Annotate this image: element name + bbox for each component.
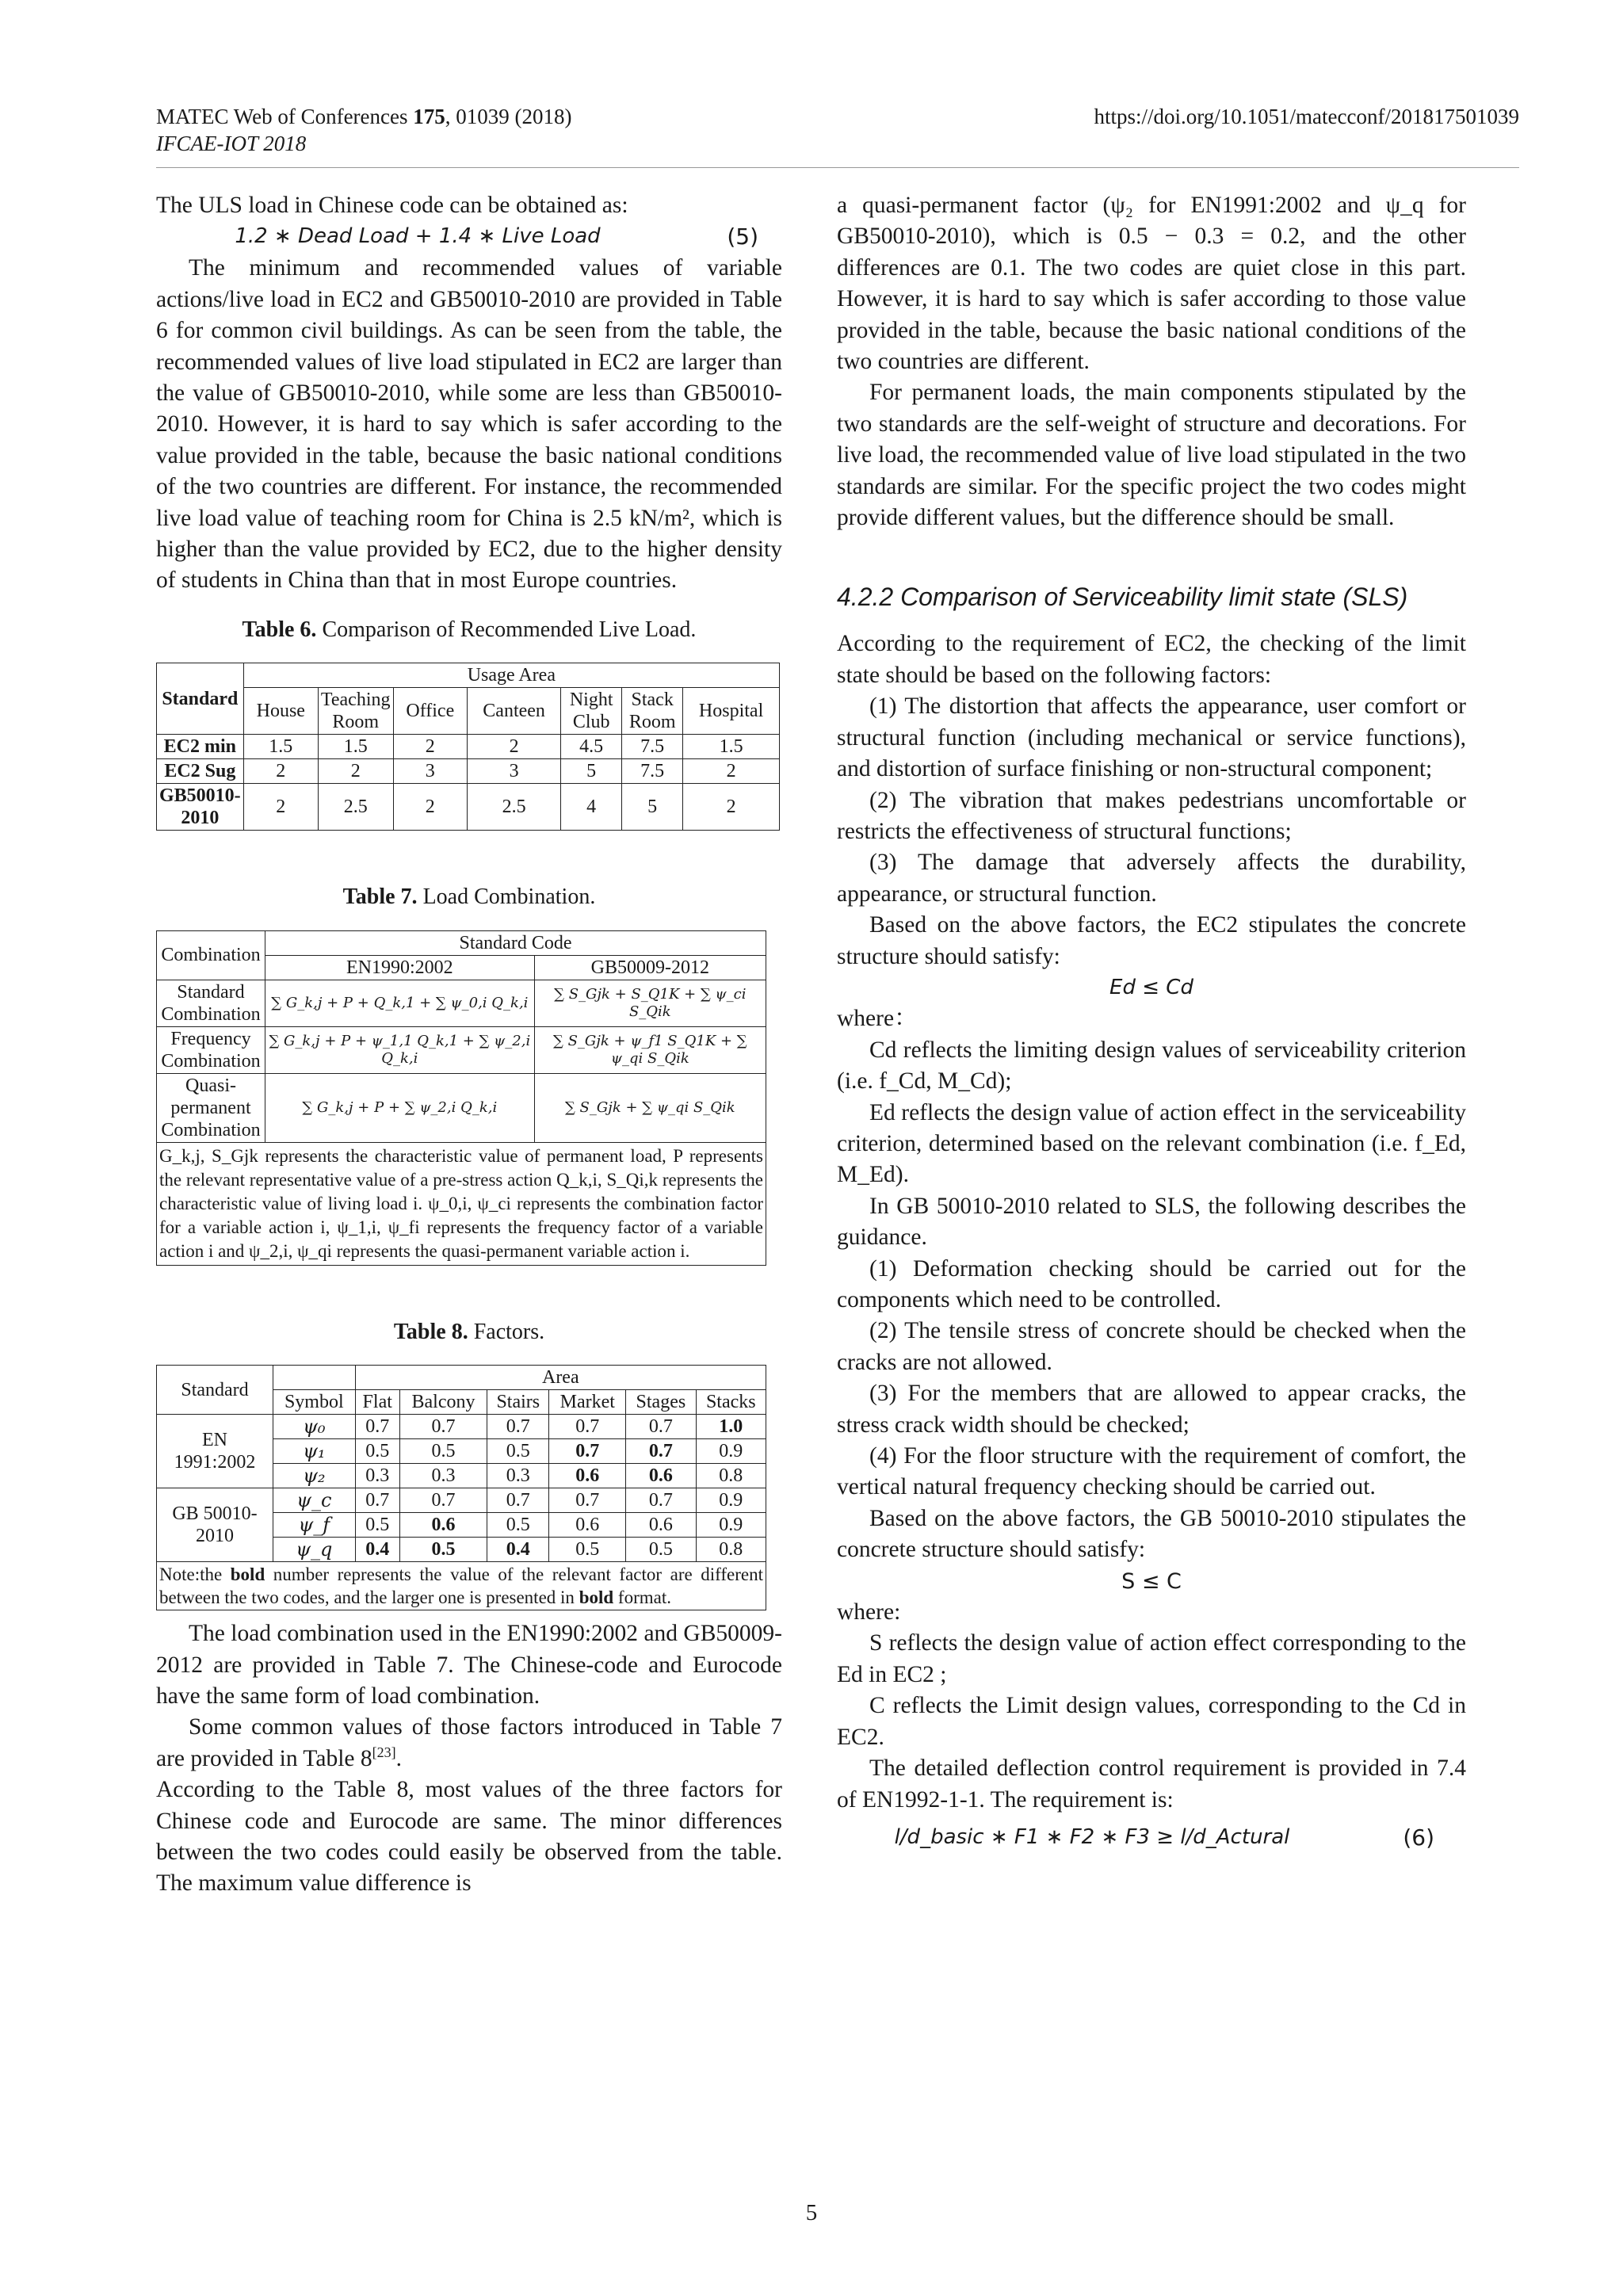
paragraph: Cd reflects the limiting design values of serviceability criterion (i.e. f_Cd, M_Cd); bbox=[837, 1037, 1466, 1095]
table-cell: 0.3 bbox=[355, 1464, 399, 1488]
table-header: Standard bbox=[157, 1366, 273, 1415]
table7-caption: Table 7. Load Combination. bbox=[342, 884, 596, 910]
table-cell: 0.5 bbox=[549, 1538, 626, 1562]
table-cell: 2 bbox=[393, 735, 468, 759]
column-header: Stairs bbox=[487, 1390, 549, 1415]
formula-cell: ∑ G_k,j + P + ∑ ψ_2,i Q_k,i bbox=[265, 1073, 535, 1142]
column-header: Balcony bbox=[399, 1390, 487, 1415]
paragraph: According to the Table 8, most values of the three factors for Chinese code and Eurocode are same. The minor differences between the two codes could easily be observed from the table. The maximum value difference is bbox=[156, 1777, 782, 1897]
table8 bbox=[156, 1365, 766, 1610]
table-cell: 0.7 bbox=[487, 1415, 549, 1439]
table-cell: 0.7 bbox=[626, 1488, 696, 1513]
table-cell: 4.5 bbox=[561, 735, 622, 759]
equation-ed-cd: Ed ≤ Cd bbox=[1109, 975, 1193, 999]
formula-cell: ∑ G_k,j + P + ψ_1,1 Q_k,1 + ∑ ψ_2,i Q_k,i bbox=[265, 1026, 535, 1073]
list-item: (3) For the members that are allowed to appear cracks, the stress crack width should be checked; bbox=[837, 1381, 1466, 1438]
table-cell: 0.7 bbox=[549, 1415, 626, 1439]
table-row bbox=[157, 735, 780, 759]
table-cell: 1.0 bbox=[696, 1415, 766, 1439]
column-header: House bbox=[243, 688, 318, 735]
table-cell: 0.9 bbox=[696, 1513, 766, 1538]
table-cell: 5 bbox=[561, 759, 622, 784]
equation-s-c: S ≤ C bbox=[1121, 1568, 1182, 1594]
table-cell: 0.6 bbox=[549, 1513, 626, 1538]
row-header: EC2 min bbox=[157, 735, 244, 759]
table-cell: 2.5 bbox=[318, 784, 393, 831]
header-divider bbox=[156, 167, 1519, 168]
table-row bbox=[157, 1073, 766, 1142]
right-column bbox=[837, 190, 1466, 1870]
paragraph: C reflects the Limit design values, corresponding to the Cd in EC2. bbox=[837, 1693, 1466, 1750]
table-cell: 0.7 bbox=[626, 1415, 696, 1439]
column-header: Hospital bbox=[683, 688, 780, 735]
column-header: Canteen bbox=[468, 688, 561, 735]
list-item: (1) Deformation checking should be carried out for the components which need to be controlled. bbox=[837, 1255, 1466, 1312]
table-cell: 0.6 bbox=[399, 1513, 487, 1538]
table-cell: 7.5 bbox=[622, 735, 683, 759]
table-cell: 2.5 bbox=[468, 784, 561, 831]
table7-note: G_k,j, S_Gjk represents the characteristic value of permanent load, P represents the relevant representative value of a pre-stress action Q_k,i, S_Qi,k represents the characteristic value of living load i. ψ_0,i, ψ_ci represents the combination factor for a variable action i, ψ_1,i, ψ_fi represents the frequency factor of a variable action i and ψ_2,i, ψ_qi represents the quasi-permanent variable action i. bbox=[157, 1142, 766, 1265]
table-cell: 0.7 bbox=[355, 1488, 399, 1513]
table-header bbox=[273, 1366, 356, 1390]
table-cell: 0.6 bbox=[626, 1513, 696, 1538]
row-header: Frequency Combination bbox=[157, 1026, 265, 1073]
row-header: Standard Combination bbox=[157, 980, 265, 1026]
paragraph: The ULS load in Chinese code can be obtained as: bbox=[156, 193, 628, 218]
table-header: Usage Area bbox=[243, 663, 779, 688]
equation-body: 1.2 ∗ Dead Load + 1.4 ∗ Live Load bbox=[235, 224, 601, 249]
list-item: (2) The vibration that makes pedestrians uncomfortable or restricts the effectiveness of structural functions; bbox=[837, 787, 1466, 844]
row-header: EN 1991:2002 bbox=[157, 1415, 273, 1488]
column-header: Symbol bbox=[273, 1390, 356, 1415]
paragraph: S reflects the design value of action effect corresponding to the Ed in EC2 ; bbox=[837, 1630, 1466, 1687]
table-cell: 0.4 bbox=[487, 1538, 549, 1562]
column-header: Stages bbox=[626, 1390, 696, 1415]
equation-5 bbox=[156, 221, 782, 253]
column-header: Market bbox=[549, 1390, 626, 1415]
table-cell: 2 bbox=[683, 759, 780, 784]
list-item: (2) The tensile stress of concrete should be checked when the cracks are not allowed. bbox=[837, 1318, 1466, 1375]
table-row bbox=[157, 784, 780, 831]
table-cell: 1.5 bbox=[318, 735, 393, 759]
paragraph: Based on the above factors, the EC2 stipulates the concrete structure should satisfy: bbox=[837, 912, 1466, 969]
formula-cell: ∑ S_Gjk + ∑ ψ_qi S_Qik bbox=[534, 1073, 766, 1142]
table-cell: 0.7 bbox=[399, 1488, 487, 1513]
column-header: GB50009-2012 bbox=[534, 955, 766, 980]
table-cell: 1.5 bbox=[683, 735, 780, 759]
table-cell: 0.8 bbox=[696, 1464, 766, 1488]
table-cell: 3 bbox=[468, 759, 561, 784]
table-row bbox=[157, 1415, 766, 1439]
table-cell: 0.3 bbox=[399, 1464, 487, 1488]
table-cell: 2 bbox=[393, 784, 468, 831]
formula-cell: ∑ S_Gjk + S_Q1K + ∑ ψ_ci S_Qik bbox=[534, 980, 766, 1026]
table-cell: 2 bbox=[318, 759, 393, 784]
table-cell: 0.5 bbox=[487, 1513, 549, 1538]
page-number: 5 bbox=[805, 2200, 818, 2225]
table-cell: 2 bbox=[243, 759, 318, 784]
equation-number: (6) bbox=[1403, 1824, 1434, 1851]
table-cell: 0.9 bbox=[696, 1439, 766, 1464]
table-cell: 0.9 bbox=[696, 1488, 766, 1513]
paragraph: where: bbox=[837, 1599, 901, 1626]
table-cell: 0.7 bbox=[399, 1415, 487, 1439]
table-cell: 0.3 bbox=[487, 1464, 549, 1488]
equation-number: (5) bbox=[727, 223, 758, 250]
journal-line: MATEC Web of Conferences 175, 01039 (2018) bbox=[156, 105, 572, 128]
table-header: Standard Code bbox=[265, 930, 766, 955]
section-heading: 4.2.2 Comparison of Serviceability limit state (SLS) bbox=[837, 583, 1408, 612]
symbol-cell: ψ₀ bbox=[273, 1415, 356, 1439]
table-header: Combination bbox=[157, 930, 265, 980]
table-cell: 0.5 bbox=[355, 1439, 399, 1464]
table-cell: 0.7 bbox=[549, 1439, 626, 1464]
table-cell: 0.7 bbox=[487, 1488, 549, 1513]
table-header: Area bbox=[355, 1366, 766, 1390]
symbol-cell: ψ₁ bbox=[273, 1439, 356, 1464]
symbol-cell: ψ₂ bbox=[273, 1464, 356, 1488]
table-cell: 5 bbox=[622, 784, 683, 831]
formula-cell: ∑ S_Gjk + ψ_f1 S_Q1K + ∑ ψ_qi S_Qik bbox=[534, 1026, 766, 1073]
table-cell: 0.6 bbox=[626, 1464, 696, 1488]
row-header: Quasi-permanent Combination bbox=[157, 1073, 265, 1142]
paragraph: The minimum and recommended values of variable actions/live load in EC2 and GB50010-2010 are provided in Table 6 for common civil buildings. As can be seen from the table, the recommended values of live load stipulated in EC2 are larger than the value of GB50010-2010, while some are less than GB50010-2010. However, it is hard to say which is safer according to the value provided in the table, because the basic national conditions of the two countries are different. For instance, the recommended live load value of teaching room for China is 2.5 kN/m², which is higher than the value provided by EC2, due to the higher density of students in China than that in most Europe countries. bbox=[156, 255, 782, 594]
table-cell: 0.7 bbox=[626, 1439, 696, 1464]
paragraph: For permanent loads, the main components stipulated by the two standards are the self-weight of structure and decorations. For live load, the recommended value of live load stipulated in the two standards are similar. For the specific project the two codes might provide different values, but the difference should be small. bbox=[837, 380, 1466, 531]
column-header: Night Club bbox=[561, 688, 622, 735]
column-header: Teaching Room bbox=[318, 688, 393, 735]
table-cell: 0.4 bbox=[355, 1538, 399, 1562]
table-cell: 0.7 bbox=[355, 1415, 399, 1439]
list-item: (4) For the floor structure with the requirement of comfort, the vertical natural frequency checking should be carried out. bbox=[837, 1443, 1466, 1500]
table-header: Standard bbox=[157, 663, 244, 735]
table-cell: 0.5 bbox=[355, 1513, 399, 1538]
row-header: GB 50010-2010 bbox=[157, 1488, 273, 1562]
column-header: Stack Room bbox=[622, 688, 683, 735]
symbol-cell: ψ_q bbox=[273, 1538, 356, 1562]
paragraph: The detailed deflection control requirement is provided in 7.4 of EN1992-1-1. The requirement is: bbox=[837, 1755, 1466, 1813]
table-cell: 4 bbox=[561, 784, 622, 831]
table6 bbox=[156, 663, 780, 831]
row-header: GB50010-2010 bbox=[157, 784, 244, 831]
table-cell: 2 bbox=[468, 735, 561, 759]
equation-body: l/d_basic ∗ F1 ∗ F2 ∗ F3 ≥ l/d_Actural bbox=[894, 1824, 1290, 1849]
paragraph: Based on the above factors, the GB 50010-2010 stipulates the concrete structure should satisfy: bbox=[837, 1505, 1466, 1563]
list-item: (3) The damage that adversely affects the durability, appearance, or structural function. bbox=[837, 850, 1466, 907]
table-cell: 0.7 bbox=[549, 1488, 626, 1513]
column-header: Flat bbox=[355, 1390, 399, 1415]
paragraph: a quasi-permanent factor (ψ₂ for EN1991:2002 and ψ_q for GB50010-2010), which is 0.5 − 0.3 = 0.2, and the other differences are 0.1. The two codes are quiet close in this part. However, it is hard to say which is safer according to those value provided in the table, because the basic national conditions of the two countries are different. bbox=[837, 193, 1466, 375]
table-row bbox=[157, 759, 780, 784]
column-header: EN1990:2002 bbox=[265, 955, 535, 980]
table8-caption: Table 8. Factors. bbox=[393, 1319, 545, 1344]
table-cell: 3 bbox=[393, 759, 468, 784]
doi-link[interactable]: https://doi.org/10.1051/matecconf/201817501039 bbox=[1094, 105, 1519, 128]
table-cell: 0.8 bbox=[696, 1538, 766, 1562]
left-column bbox=[156, 190, 782, 1900]
paragraph: Ed reflects the design value of action effect in the serviceability criterion, determined based on the relevant combination (i.e. f_Ed, M_Ed). bbox=[837, 1099, 1466, 1188]
table6-caption: Table 6. Comparison of Recommended Live Load. bbox=[242, 617, 697, 642]
table-cell: 0.5 bbox=[399, 1538, 487, 1562]
equation-6 bbox=[837, 1822, 1466, 1870]
table-row bbox=[157, 1488, 766, 1513]
column-header: Stacks bbox=[696, 1390, 766, 1415]
table-cell: 0.6 bbox=[549, 1464, 626, 1488]
paragraph: where： bbox=[837, 1006, 918, 1032]
list-item: (1) The distortion that affects the appearance, user comfort or structural function (including mechanical or service functions), and distortion of surface finishing or non-structural component; bbox=[837, 693, 1466, 782]
paragraph: Some common values of those factors introduced in Table 7 are provided in Table 8[23]. bbox=[156, 1714, 782, 1771]
row-header: EC2 Sug bbox=[157, 759, 244, 784]
page-header bbox=[156, 103, 1519, 157]
conference-name: IFCAE-IOT 2018 bbox=[156, 132, 307, 155]
table-cell: 7.5 bbox=[622, 759, 683, 784]
column-header: Office bbox=[393, 688, 468, 735]
paragraph: According to the requirement of EC2, the checking of the limit state should be based on the following factors: bbox=[837, 631, 1466, 688]
table-row bbox=[157, 1026, 766, 1073]
table-cell: 2 bbox=[243, 784, 318, 831]
paragraph: The load combination used in the EN1990:2002 and GB50009-2012 are provided in Table 7. The Chinese-code and Eurocode have the same form of load combination. bbox=[156, 1621, 782, 1709]
paragraph: In GB 50010-2010 related to SLS, the following describes the guidance. bbox=[837, 1193, 1466, 1251]
symbol-cell: ψ_c bbox=[273, 1488, 356, 1513]
formula-cell: ∑ G_k,j + P + Q_k,1 + ∑ ψ_0,i Q_k,i bbox=[265, 980, 535, 1026]
table-cell: 1.5 bbox=[243, 735, 318, 759]
symbol-cell: ψ_f bbox=[273, 1513, 356, 1538]
table-cell: 0.5 bbox=[399, 1439, 487, 1464]
table7 bbox=[156, 930, 766, 1266]
table8-note: Note:the bold number represents the value of the relevant factor are different between the two codes, and the larger one is presented in bold format. bbox=[157, 1562, 766, 1610]
table-cell: 0.5 bbox=[487, 1439, 549, 1464]
table-row bbox=[157, 980, 766, 1026]
table-cell: 2 bbox=[683, 784, 780, 831]
table-cell: 0.5 bbox=[626, 1538, 696, 1562]
